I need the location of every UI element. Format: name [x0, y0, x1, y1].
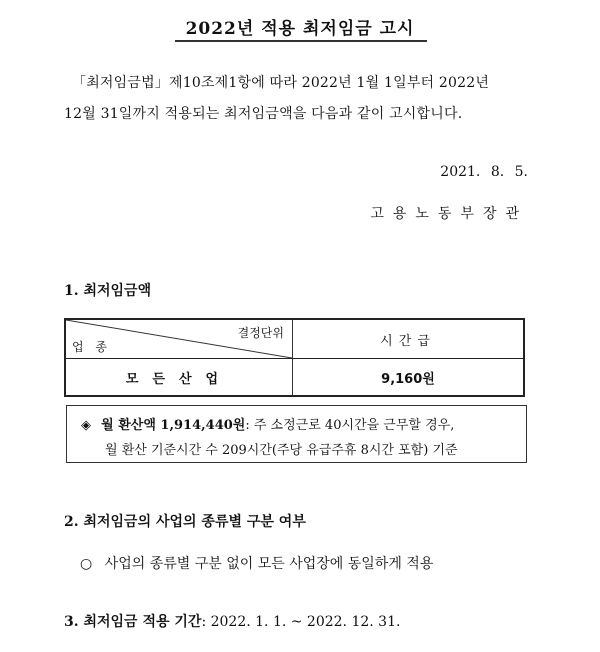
issuer: 고용노동부장관 [370, 206, 528, 222]
industry-label: 업 종 [72, 340, 111, 354]
note-line-1-rest: : 주 소정근로 40시간을 근무할 경우, [245, 418, 455, 433]
note-line-2: 월 환산 기준시간 수 209시간(주당 유급주휴 8시간 포함) 기준 [105, 443, 458, 458]
monthly-amount-label: 월 환산액 1,914,440원 [101, 418, 246, 433]
hourly-wage-header: 시간급 [293, 319, 525, 359]
application-period: : 2022. 1. 1. ~ 2022. 12. 31. [201, 614, 401, 630]
notice-date: 2021. 8. 5. [440, 164, 528, 180]
industry-cell: 모든산업 [65, 359, 293, 397]
section-1-heading: 1. 최저임금액 [64, 283, 152, 299]
document-title: 2022년 적용 최저임금 고시 [185, 19, 415, 39]
section-2-item [80, 553, 433, 573]
monthly-conversion-note [66, 405, 527, 463]
minimum-wage-table [64, 318, 525, 397]
diagonal-header-cell [65, 319, 293, 359]
section-3-heading [64, 611, 400, 631]
section-3-title: 3. 최저임금 적용 기간 [64, 614, 202, 630]
hourly-wage-value: 9,160원 [293, 359, 525, 397]
diamond-bullet-icon: ◈ [81, 418, 91, 433]
circle-bullet-icon: ○ [80, 556, 93, 572]
section-2-text: 사업의 종류별 구분 없이 모든 사업장에 동일하게 적용 [104, 556, 434, 572]
intro-line-1: 「최저임금법」제10조제1항에 따라 2022년 1월 1일부터 2022년 [72, 75, 490, 91]
decision-unit-label: 결정단위 [237, 326, 284, 340]
title-underline [175, 40, 427, 42]
section-2-heading: 2. 최저임금의 사업의 종류별 구분 여부 [64, 514, 306, 530]
intro-line-2: 12월 31일까지 적용되는 최저임금액을 다음과 같이 고시합니다. [64, 106, 463, 122]
